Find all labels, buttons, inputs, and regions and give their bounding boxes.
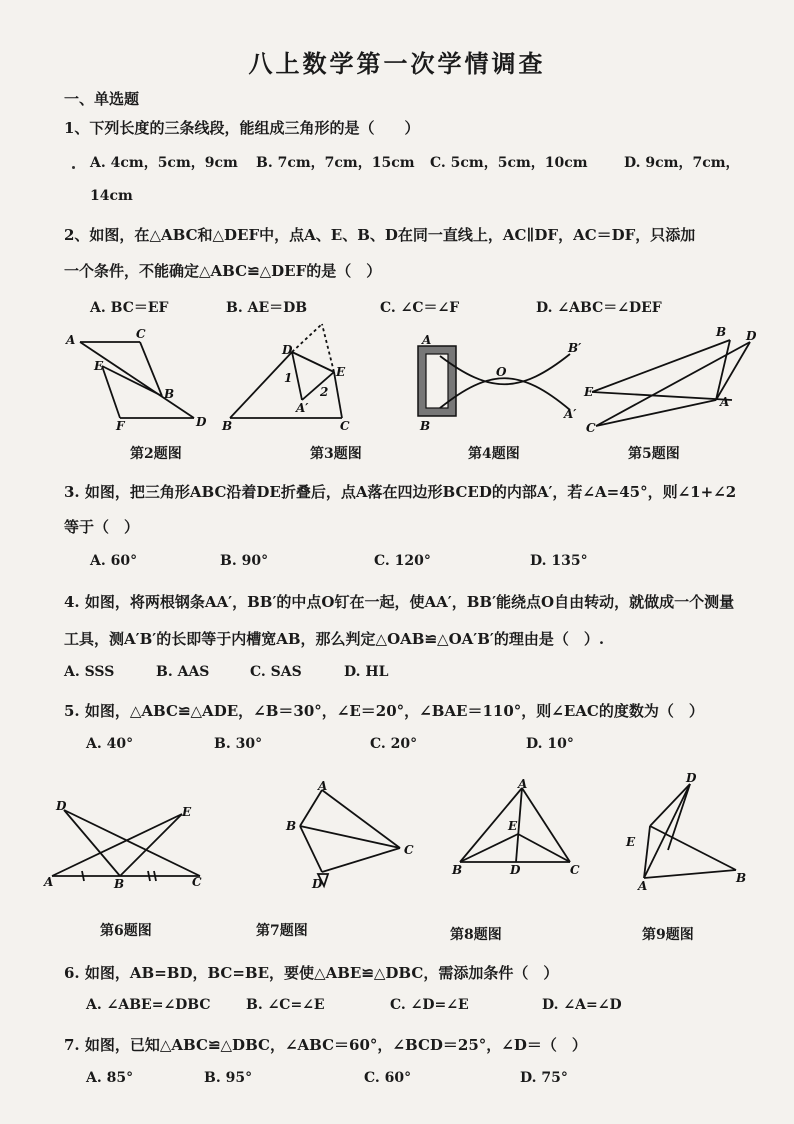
scan-speck — [72, 166, 75, 169]
figure-2-caption: 第2题图 — [130, 446, 182, 462]
fig5-label-e: E — [584, 385, 594, 399]
question-6-stem: 6. 如图，AB=BD，BC=BE，要使△ABE≌△DBC，需添加条件（ ） — [64, 964, 559, 982]
figure-7-caption: 第7题图 — [256, 923, 308, 939]
figure-9-caption: 第9题图 — [642, 927, 694, 943]
fig6-label-a: A — [44, 875, 54, 889]
fig8-label-b: B — [452, 863, 463, 877]
question-3-stem: 3. 如图，把三角形ABC沿着DE折叠后，点A落在四边形BCED的内部A′，若∠A=45°，则∠1+∠2 — [64, 483, 737, 501]
fig6-label-b: B — [114, 877, 125, 891]
question-1-option-c: C. 5cm，5cm，10cm — [430, 155, 588, 171]
fig3-label-c: C — [340, 419, 350, 433]
question-6-option-c: C. ∠D=∠E — [390, 997, 469, 1013]
question-1-option-b: B. 7cm，7cm，15cm — [256, 155, 415, 171]
question-2-option-c: C. ∠C＝∠F — [380, 300, 460, 316]
fig3-label-b: B — [222, 419, 233, 433]
question-5-option-d: D. 10° — [526, 736, 574, 752]
question-4-stem: 4. 如图，将两根钢条AA′，BB′的中点O钉在一起，使AA′，BB′能绕点O自由转动，就做成一个测量 — [64, 593, 735, 611]
question-7-option-c: C. 60° — [364, 1070, 412, 1086]
question-5-stem: 5. 如图，△ABC≌△ADE，∠B＝30°，∠E＝20°，∠BAE＝110°，则∠EAC的度数为（ ） — [64, 702, 704, 720]
question-1-option-a: A. 4cm，5cm，9cm — [90, 155, 238, 171]
fig5-label-a: A — [720, 395, 730, 409]
question-7-stem: 7. 如图，已知△ABC≌△DBC，∠ABC＝60°，∠BCD＝25°，∠D＝（ ） — [64, 1036, 587, 1054]
figure-8-caption: 第8题图 — [450, 927, 502, 943]
question-4-option-c: C. SAS — [250, 664, 302, 680]
fig4-label-a: A — [422, 333, 432, 347]
fig3-label-1: 1 — [284, 371, 293, 385]
question-6-option-a: A. ∠ABE=∠DBC — [86, 997, 211, 1013]
fig4-label-o: O — [496, 365, 507, 379]
figure-2 — [60, 326, 210, 436]
fig9-label-a: A — [638, 879, 648, 893]
question-2-option-d: D. ∠ABC＝∠DEF — [536, 300, 662, 316]
fig8-label-d: D — [510, 863, 521, 877]
question-1-stem: 1、下列长度的三条线段，能组成三角形的是（ ） — [64, 119, 420, 137]
fig5-label-c: C — [586, 421, 596, 435]
fig7-label-c: C — [404, 843, 414, 857]
fig2-label-a: A — [66, 333, 76, 347]
question-4-option-a: A. SSS — [64, 664, 115, 680]
fig9-label-b: B — [736, 871, 747, 885]
fig4-label-b-prime: B′ — [568, 341, 582, 355]
fig5-label-b: B — [716, 325, 727, 339]
fig4-label-a-prime: A′ — [564, 407, 577, 421]
figure-4-caption: 第4题图 — [468, 446, 520, 462]
question-3-option-c: C. 120° — [374, 553, 431, 569]
fig3-label-a-prime: A′ — [296, 401, 309, 415]
question-1-option-d: D. 9cm，7cm， — [624, 155, 740, 171]
question-3-stem-line2: 等于（ ） — [64, 518, 140, 536]
fig2-label-b: B — [164, 387, 175, 401]
fig2-label-d: D — [196, 415, 207, 429]
fig3-label-d: D — [282, 343, 293, 357]
figure-6-caption: 第6题图 — [100, 923, 152, 939]
fig6-label-e: E — [182, 805, 192, 819]
fig2-label-e: E — [94, 359, 104, 373]
question-3-option-d: D. 135° — [530, 553, 588, 569]
question-4-stem-line2: 工具，测A′B′的长即等于内槽宽AB，那么判定△OAB≌△OA′B′的理由是（ ）. — [64, 630, 605, 648]
figure-8 — [450, 777, 590, 880]
figure-7 — [282, 779, 422, 894]
question-1-option-d-continued: 14cm — [90, 188, 133, 204]
fig8-label-a: A — [518, 777, 528, 791]
page-title: 八上数学第一次学情调查 — [248, 49, 546, 78]
question-5-option-a: A. 40° — [86, 736, 134, 752]
fig2-label-c: C — [136, 327, 146, 341]
question-6-option-d: D. ∠A=∠D — [542, 997, 622, 1013]
fig7-label-d: D — [312, 877, 323, 891]
figure-6 — [42, 796, 212, 892]
question-7-option-a: A. 85° — [86, 1070, 134, 1086]
section-heading: 一、单选题 — [64, 90, 140, 108]
fig5-label-d: D — [746, 329, 757, 343]
question-3-option-b: B. 90° — [220, 553, 269, 569]
fig6-label-d: D — [56, 799, 67, 813]
question-2-stem: 2、如图，在△ABC和△DEF中，点A、E、B、D在同一直线上，AC∥DF，AC＝DF，只添加 — [64, 226, 696, 244]
question-7-option-b: B. 95° — [204, 1070, 253, 1086]
question-5-option-b: B. 30° — [214, 736, 263, 752]
fig4-label-b: B — [420, 419, 431, 433]
fig3-label-e: E — [336, 365, 346, 379]
fig2-label-f: F — [116, 419, 125, 433]
question-4-option-d: D. HL — [344, 664, 389, 680]
fig8-label-e: E — [508, 819, 518, 833]
question-6-option-b: B. ∠C=∠E — [246, 997, 325, 1013]
figure-3-caption: 第3题图 — [310, 446, 362, 462]
question-2-option-a: A. BC＝EF — [90, 300, 169, 316]
question-2-stem-line2: 一个条件，不能确定△ABC≌△DEF的是（ ） — [64, 262, 382, 280]
fig9-label-d: D — [686, 771, 697, 785]
fig6-label-c: C — [192, 875, 202, 889]
question-3-option-a: A. 60° — [90, 553, 138, 569]
fig9-label-e: E — [626, 835, 636, 849]
figure-3 — [222, 322, 352, 432]
figure-9 — [620, 770, 750, 893]
figure-5 — [584, 326, 764, 436]
fig3-label-2: 2 — [320, 385, 329, 399]
fig7-label-b: B — [286, 819, 297, 833]
question-7-option-d: D. 75° — [520, 1070, 568, 1086]
figure-4 — [410, 334, 580, 434]
question-5-option-c: C. 20° — [370, 736, 418, 752]
figure-5-caption: 第5题图 — [628, 446, 680, 462]
question-2-option-b: B. AE＝DB — [226, 300, 308, 316]
fig7-label-a: A — [318, 779, 328, 793]
fig8-label-c: C — [570, 863, 580, 877]
question-4-option-b: B. AAS — [156, 664, 210, 680]
